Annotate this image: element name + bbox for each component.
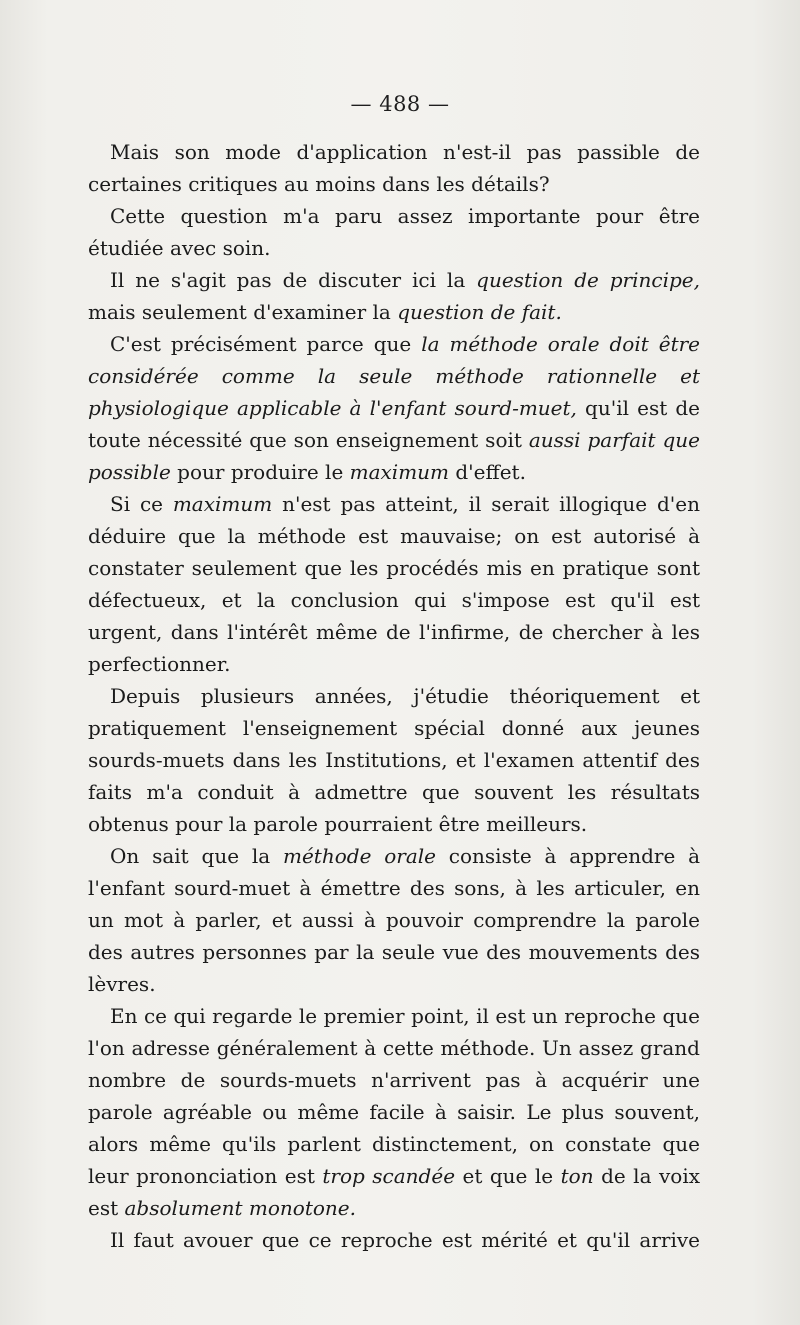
text-run: Il faut avouer que ce reproche est mérité et qu'il arrive xyxy=(110,1228,700,1252)
text-run: de la voix est xyxy=(88,1164,701,1220)
text-run: n'est pas atteint, il serait illogique d'en déduire que la méthode est mauvaise; on est autorisé à constater seulement que les procédés mis en pratique sont défectueux, et la conclusion qui s'impose est qu'il est urgent, dans l'intérêt même de l'infirme, de chercher à les perfectionner. xyxy=(88,492,700,676)
paragraph xyxy=(88,1224,700,1256)
italic-text: ton xyxy=(560,1164,594,1188)
text-run: Cette question m'a paru assez importante pour être étudiée avec soin. xyxy=(88,204,700,260)
text-run: et que le xyxy=(455,1164,561,1188)
text-run: Il ne s'agit pas de discuter ici la xyxy=(110,268,477,292)
text-run: Si ce xyxy=(110,492,173,516)
body-text xyxy=(88,136,700,1256)
text-run: En ce qui regarde le premier point, il est un reproche que l'on adresse généralement à cette méthode. Un assez grand nombre de sourds-muets n'arrivent pas à acquérir une parole agréable ou même facile à saisir. Le plus souvent, alors même qu'ils parlent distinctement, on constate que leur prononciation est xyxy=(88,1004,700,1188)
italic-text: méthode orale xyxy=(283,844,436,868)
paragraph xyxy=(88,264,700,328)
paragraph xyxy=(88,488,700,680)
italic-text: aussi parfait que possible xyxy=(88,428,700,484)
text-run: qu'il est de toute nécessité que son enseignement soit xyxy=(88,396,700,452)
italic-text: absolument monotone. xyxy=(124,1196,356,1220)
paragraph xyxy=(88,136,700,200)
paragraph xyxy=(88,1000,700,1224)
italic-text: trop scandée xyxy=(322,1164,456,1188)
text-run: Depuis plusieurs années, j'étudie théoriquement et pratiquement l'enseignement spécial donné aux jeunes sourds-muets dans les Institutions, et l'examen attentif des faits m'a conduit à admettre que souvent les résultats obtenus pour la parole pourraient être meilleurs. xyxy=(88,684,700,836)
italic-text: maximum xyxy=(349,460,450,484)
italic-text: maximum xyxy=(172,492,273,516)
text-run: pour produire le xyxy=(170,460,350,484)
paragraph xyxy=(88,200,700,264)
paragraph xyxy=(88,840,700,1000)
text-run: d'effet. xyxy=(449,460,526,484)
text-run: C'est précisément parce que xyxy=(110,332,422,356)
text-run: Mais son mode d'application n'est-il pas passible de certaines critiques au moins dans les détails? xyxy=(88,140,700,196)
paragraph xyxy=(88,328,700,488)
text-run: mais seulement d'examiner la xyxy=(88,300,398,324)
text-run: consiste à apprendre à l'enfant sourd-muet à émettre des sons, à les articuler, en un mot à parler, et aussi à pouvoir comprendre la parole des autres personnes par la seule vue des mouvements des lèvres. xyxy=(88,844,701,996)
paragraph xyxy=(88,680,700,840)
italic-text: question de fait. xyxy=(397,300,562,324)
italic-text: question de principe, xyxy=(476,268,700,292)
italic-text: la méthode orale doit être considérée comme la seule méthode rationnelle et physiologique applicable à l'enfant sourd-muet, xyxy=(88,332,700,420)
page-number: — 488 — xyxy=(350,92,450,116)
text-run: On sait que la xyxy=(110,844,283,868)
